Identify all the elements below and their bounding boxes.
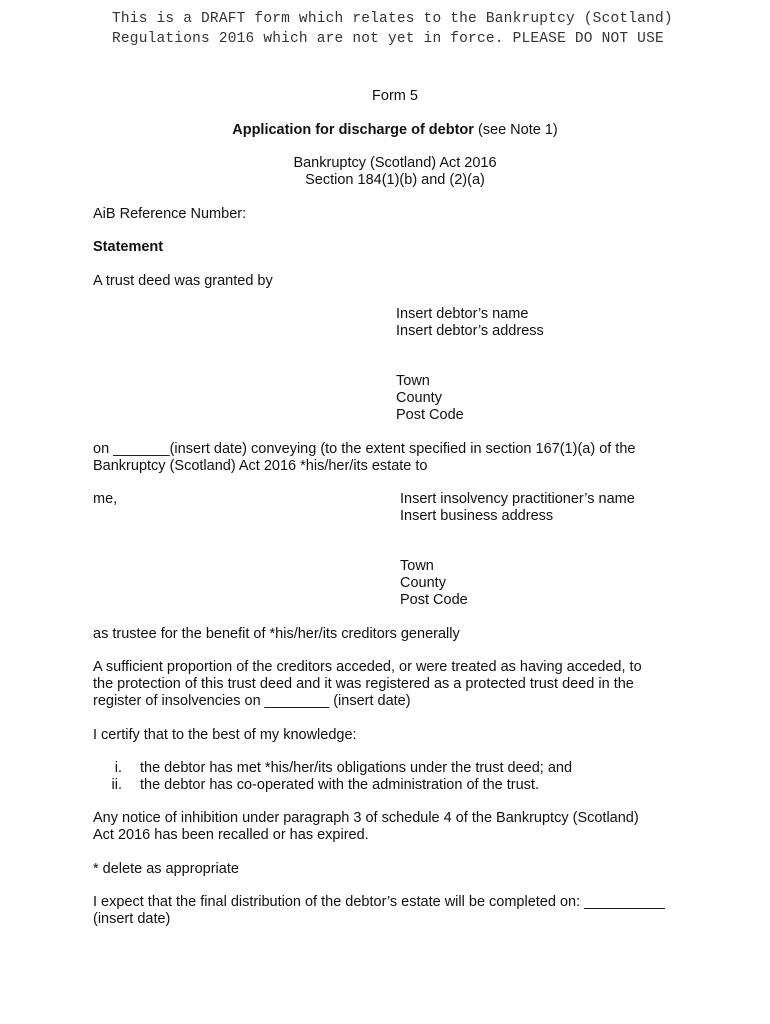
form-title-note: (see Note 1) [473,122,558,138]
form-title [0,122,770,139]
statement-heading: Statement [93,239,164,255]
expect-line-2: (insert date) [93,911,171,927]
debtor-name-field: Insert debtor’s name [396,306,529,322]
inhibition-line-1: Any notice of inhibition under paragraph 3 of schedule 4 of the Bankruptcy (Scotland) [93,810,639,826]
certify-item-number: i. [114,760,122,776]
act-reference: Bankruptcy (Scotland) Act 2016 [293,155,497,171]
conveying-line-2: Bankruptcy (Scotland) Act 2016 *his/her/its estate to [93,458,428,474]
inhibition-line-2: Act 2016 has been recalled or has expired. [93,827,369,843]
ip-county-field: County [400,575,446,591]
form-title-bold: Application for discharge of debtor [232,122,474,138]
draft-notice-line-2: Regulations 2016 which are not yet in force. PLEASE DO NOT USE [112,31,664,47]
ip-town-field: Town [400,558,434,574]
me-label: me, [93,491,118,507]
sufficient-line-2: the protection of this trust deed and it was registered as a protected trust deed in the [93,676,634,692]
aib-reference-label: AiB Reference Number: [93,206,247,222]
ip-address-field: Insert business address [400,508,554,524]
certify-item-number: ii. [111,777,122,793]
draft-notice-line-1: This is a DRAFT form which relates to the Bankruptcy (Scotland) [112,11,673,27]
debtor-town-field: Town [396,373,430,389]
debtor-address-field: Insert debtor’s address [396,323,544,339]
certify-item-text: the debtor has met *his/her/its obligations under the trust deed; and [140,760,573,776]
trustee-line: as trustee for the benefit of *his/her/its creditors generally [93,626,460,642]
certify-item-text: the debtor has co-operated with the administration of the trust. [140,777,539,793]
expect-line-1: I expect that the final distribution of the debtor’s estate will be completed on: __________ [93,894,665,910]
ip-name-field: Insert insolvency practitioner’s name [400,491,635,507]
trust-deed-intro: A trust deed was granted by [93,273,273,289]
ip-postcode-field: Post Code [400,592,468,608]
delete-note: * delete as appropriate [93,861,239,877]
conveying-line-1: on _______(insert date) conveying (to the extent specified in section 167(1)(a) of the [93,441,636,457]
debtor-county-field: County [396,390,442,406]
sufficient-line-1: A sufficient proportion of the creditors acceded, or were treated as having acceded, to [93,659,642,675]
sufficient-line-3: register of insolvencies on ________ (insert date) [93,693,411,709]
section-reference: Section 184(1)(b) and (2)(a) [305,172,485,188]
debtor-postcode-field: Post Code [396,407,464,423]
certify-line: I certify that to the best of my knowledge: [93,727,357,743]
form-number-text: Form 5 [372,88,418,104]
